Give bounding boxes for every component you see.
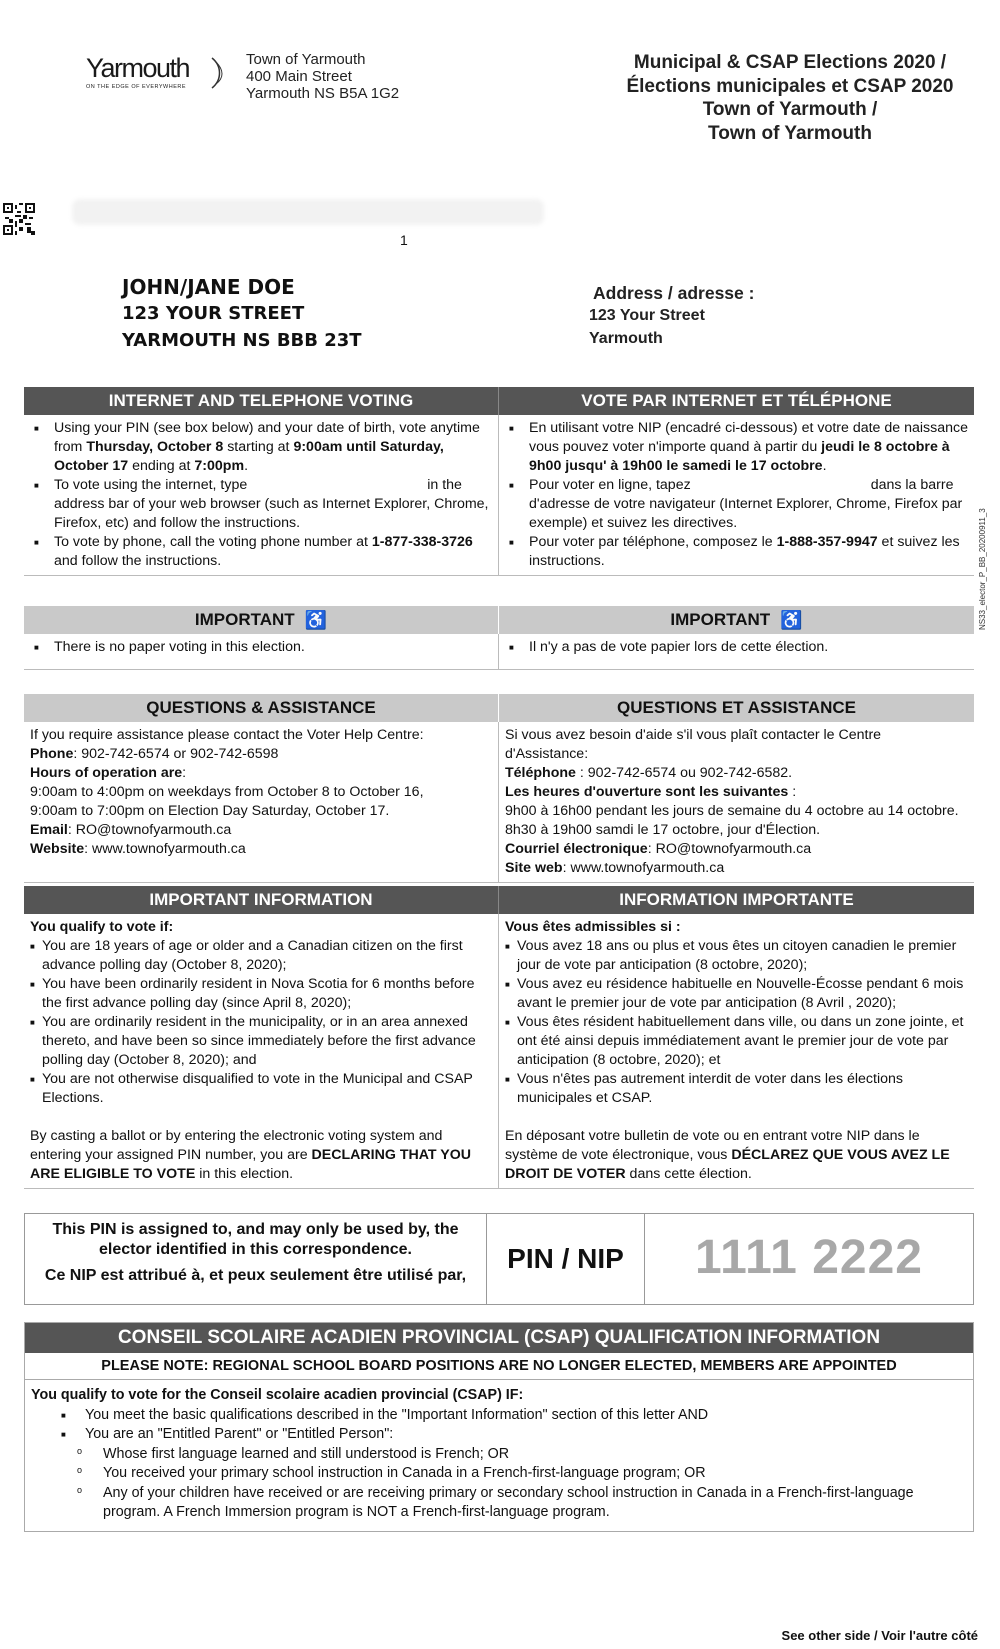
town-name: Town of Yarmouth [246, 51, 366, 68]
csap-body: You qualify to vote for the Conseil scolaire acadien provincial (CSAP) IF: ■ You meet the basic qualifications described in the "Important Information" section of this letter AND ■ You are an "Entitled Parent" or "Entitled Person": o Whose first language learned and still understood is French; OR o You received your primary school instruction in Canada in a French-first-language program; OR o Any of your children have received or are receiving primary or secondary school instruction in Canada in a French-first-language program. A French Immersion program is NOT a French-first-language program. [25, 1380, 973, 1531]
info-section [24, 886, 974, 1189]
csap-section [24, 1322, 974, 1532]
list-item: ■ Vous avez eu résidence habituelle en Nouvelle-Écosse pendant 6 mois avant le premier jour de vote par anticipation (8 Avril , 2020); [505, 975, 968, 1013]
town-address [246, 51, 399, 102]
questions-header-fr: QUESTIONS ET ASSISTANCE [617, 698, 856, 717]
voting-header-en: INTERNET AND TELEPHONE VOTING [24, 387, 499, 415]
pin-value: 1111 2222 [695, 1230, 923, 1284]
redacted-bar [72, 199, 544, 225]
polling-address [589, 282, 754, 350]
voting-fr [499, 415, 974, 575]
sequence-number: 1 [400, 232, 408, 248]
pin-notice: This PIN is assigned to, and may only be used by, the elector identified in this correspondence. Ce NIP est attribué à, et peux seulement être utilisé par, [25, 1214, 487, 1304]
list-item: ■ Vous n'êtes pas autrement interdit de voter dans les élections municipales et CSAP. [505, 1070, 968, 1108]
wheelchair-icon: ♿ [780, 609, 803, 630]
info-header-fr: INFORMATION IMPORTANTE [619, 890, 854, 909]
questions-header-en: QUESTIONS & ASSISTANCE [24, 694, 499, 722]
list-item: ■ Pour voter en ligne, tapez dans la barre d'adresse de votre navigateur (Internet Explorer, Chrome, Firefox par exemple) et suivez les directives. [505, 476, 968, 533]
title-line: Municipal & CSAP Elections 2020 / [633, 52, 947, 73]
election-title [600, 51, 980, 145]
recipient-name: JOHN/JANE DOE [122, 275, 295, 299]
info-en: You qualify to vote if: ■ You are 18 years of age or older and a Canadian citizen on the first advance polling day (October 8, 2020); ■ You have been ordinarily resident in Nova Scotia for 6 months before the first advance polling day (since April 8, 2020); ■ You are ordinarily resident in the municipality, or in an area annexed thereto, and have been so since immediately before the first advance polling day (October 8, 2020); and ■ You are not otherwise disqualified to vote in the Municipal and CSAP Elections. By casting a ballot or by entering the electronic voting system and entering your assigned PIN number, you are DECLARING THAT YOU ARE ELIGIBLE TO VOTE in this election. [24, 914, 499, 1188]
info-fr: Vous êtes admissibles si : ■ Vous avez 18 ans ou plus et vous êtes un citoyen canadien le premier jour de vote par anticipation (8 octobre, 2020); ■ Vous avez eu résidence habituelle en Nouvelle-Écosse pendant 6 mois avant le premier jour de vote par anticipation (8 Avril , 2020); ■ Vous êtes résident habituellement dans ville, ou dans un zone jointe, et ont été ainsi depuis immédiatement avant le premier jour de vote par anticipation (8 octobre, 2020); et ■ Vous n'êtes pas autrement interdit de voter dans les élections municipales et CSAP. En déposant votre bulletin de vote ou en entrant votre NIP dans le système de vote électronique, vous DÉCLAREZ QUE VOUS AVEZ LE DROIT DE VOTER dans cette élection. [499, 914, 974, 1188]
address-city: Yarmouth [589, 330, 663, 347]
address-street: 123 Your Street [589, 307, 705, 324]
town-street: 400 Main Street [246, 68, 352, 85]
website-link[interactable]: : www.townofyarmouth.ca [562, 860, 725, 876]
info-header-en: IMPORTANT INFORMATION [24, 886, 499, 914]
sail-icon [208, 56, 226, 90]
qr-code-icon [3, 203, 35, 235]
list-item: ■ You are 18 years of age or older and a Canadian citizen on the first advance polling day (October 8, 2020); [30, 937, 492, 975]
pin-label: PIN / NIP [487, 1214, 645, 1304]
list-item: o Whose first language learned and still understood is French; OR [31, 1445, 967, 1465]
voting-header-fr: VOTE PAR INTERNET ET TÉLÉPHONE [581, 391, 892, 410]
title-line: Town of Yarmouth / [702, 99, 878, 120]
list-item: ■ You meet the basic qualifications described in the "Important Information" section of this letter AND [31, 1406, 967, 1426]
list-item: o Any of your children have received or are receiving primary or secondary school instruction in Canada in a French-first-language program. A French Immersion program is NOT a French-first-language program. [31, 1484, 967, 1523]
important-fr [499, 634, 974, 669]
list-item: ■ To vote using the internet, type in the address bar of your web browser (such as Internet Explorer, Chrome, Firefox, etc) and follow the instructions. [30, 476, 492, 533]
questions-fr: Si vous avez besoin d'aide s'il vous plaît contacter le Centre d'Assistance: Téléphone : 902-742-6574 ou 902-742-6582. Les heures d'ouverture sont les suivantes : 9h00 à 16h00 pendant les jours de semaine du 4 octobre au 14 octobre. 8h30 à 19h00 samdi le 17 octobre, jour d'Élection. Courriel électronique: RO@townofyarmouth.ca Site web: www.townofyarmouth.ca [505, 727, 959, 876]
csap-header: CONSEIL SCOLAIRE ACADIEN PROVINCIAL (CSAP) QUALIFICATION INFORMATION [25, 1323, 973, 1353]
recipient-city: YARMOUTH NS BBB 23T [122, 330, 362, 351]
important-section [24, 606, 974, 670]
email-link[interactable]: : RO@townofyarmouth.ca [67, 822, 232, 838]
list-item: ■ Pour voter par téléphone, composez le 1-888-357-9947 et suivez les instructions. [505, 533, 968, 571]
email-link[interactable]: : RO@townofyarmouth.ca [647, 841, 812, 857]
website-link[interactable]: : www.townofyarmouth.ca [84, 841, 246, 857]
pin-box [24, 1213, 974, 1305]
list-item: ■ Il n'y a pas de vote papier lors de cette élection. [505, 638, 968, 657]
list-item: ■ You are not otherwise disqualified to vote in the Municipal and CSAP Elections. [30, 1070, 492, 1108]
list-item: ■ Vous êtes résident habituellement dans ville, ou dans un zone jointe, et ont été ainsi depuis immédiatement avant le premier jour de vote par anticipation (8 octobre, 2020); et [505, 1013, 968, 1070]
list-item: ■ You are ordinarily resident in the municipality, or in an area annexed thereto, and have been so since immediately before the first advance polling day (October 8, 2020); and [30, 1013, 492, 1070]
logo-wordmark: Yarmouth [86, 53, 190, 83]
list-item: ■ There is no paper voting in this election. [30, 638, 492, 657]
important-en [24, 634, 499, 669]
town-city: Yarmouth NS B5A 1G2 [246, 85, 400, 102]
wheelchair-icon: ♿ [304, 609, 328, 630]
important-header-fr: IMPORTANT ♿ [670, 609, 803, 630]
list-item: ■ Using your PIN (see box below) and your date of birth, vote anytime from Thursday, October 8 starting at 9:00am until Saturday, October 17 ending at 7:00pm. [30, 419, 492, 476]
list-item: ■ To vote by phone, call the voting phone number at 1-877-338-3726 and follow the instructions. [30, 533, 492, 571]
csap-note: PLEASE NOTE: REGIONAL SCHOOL BOARD POSITIONS ARE NO LONGER ELECTED, MEMBERS ARE APPOINTED [25, 1353, 973, 1380]
title-line: Élections municipales et CSAP 2020 [626, 75, 954, 97]
logo-tagline: ON THE EDGE OF EVERYWHERE [86, 84, 187, 90]
recipient-street: 123 YOUR STREET [122, 303, 305, 324]
address-heading: Address / adresse : [593, 283, 755, 303]
list-item: ■ Vous avez 18 ans ou plus et vous êtes un citoyen canadien le premier jour de vote par anticipation (8 octobre, 2020); [505, 937, 968, 975]
title-line: Town of Yarmouth [708, 122, 872, 144]
footer-note: See other side / Voir l'autre côté [781, 1628, 978, 1643]
questions-section [24, 694, 974, 883]
list-item: o You received your primary school instruction in Canada in a French-first-language program; OR [31, 1464, 967, 1484]
document-code: NS33_elector_P_BB_20200911_3 [978, 508, 987, 630]
questions-en: If you require assistance please contact the Voter Help Centre: Phone: 902-742-6574 or 902-742-6598 Hours of operation are: 9:00am to 4:00pm on weekdays from October 8 to October 16, 9:00am to 7:00pm on Election Day Saturday, October 17. Email: RO@townofyarmouth.ca Website: www.townofyarmouth.ca [24, 722, 499, 882]
list-item: ■ En utilisant votre NIP (encadré ci-dessous) et votre date de naissance vous pouvez voter n'importe quand à partir du jeudi le 8 octobre à 9h00 jusqu' à 19h00 le samedi le 17 octobre. [505, 419, 968, 476]
important-header-en: IMPORTANT ♿ [24, 606, 499, 634]
town-logo [86, 54, 226, 104]
voting-en [24, 415, 499, 575]
voting-section [24, 387, 974, 576]
list-item: ■ You are an "Entitled Parent" or "Entitled Person": [31, 1425, 967, 1445]
list-item: ■ You have been ordinarily resident in Nova Scotia for 6 months before the first advance polling day (since April 8, 2020); [30, 975, 492, 1013]
recipient-address [122, 274, 362, 354]
